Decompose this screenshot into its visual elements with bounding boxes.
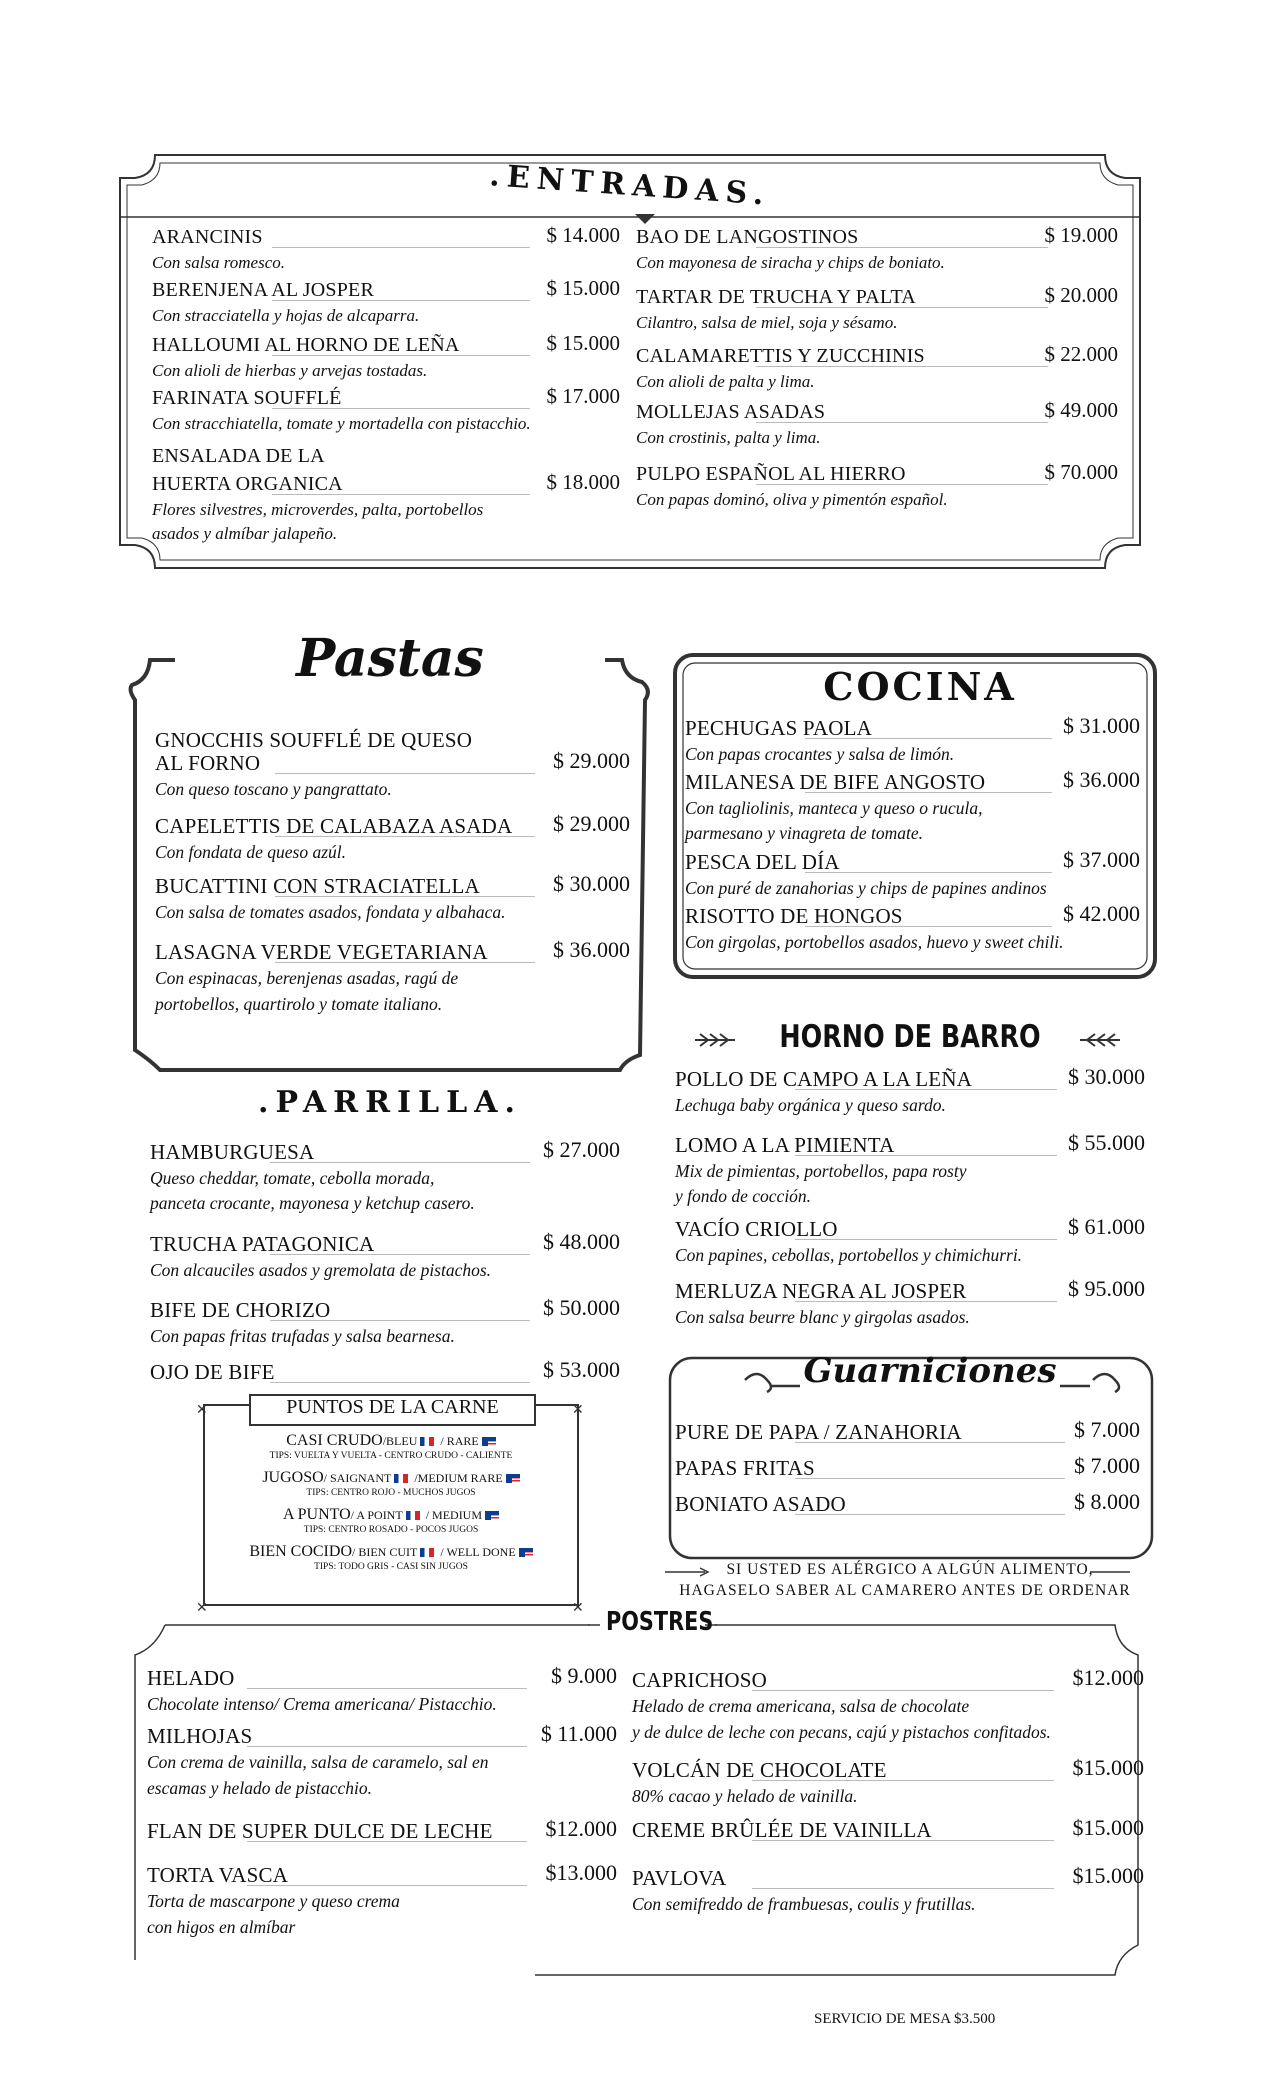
usa-flag-icon	[506, 1474, 520, 1483]
menu-item-name: TORTA VASCA	[147, 1863, 289, 1887]
doneness-row	[210, 1506, 572, 1535]
menu-item-name: GNOCCHIS SOUFFLÉ DE QUESO	[155, 728, 473, 752]
leader-line	[795, 1514, 1065, 1515]
doneness-english: / WELL DONE	[437, 1545, 516, 1559]
menu-item-name: BAO DE LANGOSTINOS	[636, 226, 859, 248]
menu-item-price: $ 70.000	[1044, 460, 1118, 484]
menu-item-description: Con fondata de queso azúl.	[155, 842, 347, 862]
horno-title: HORNO DE BARRO	[779, 1019, 1041, 1055]
menu-item-name: CAPRICHOSO	[632, 1668, 768, 1692]
leader-line	[247, 1688, 527, 1689]
allergy-notice-line1: SI USTED ES ALÉRGICO A ALGÚN ALIMENTO,	[726, 1561, 1094, 1578]
doneness-french: / SAIGNANT	[323, 1471, 392, 1485]
menu-item-name: TRUCHA PATAGONICA	[150, 1232, 375, 1256]
menu-item-description: Con salsa romesco.	[152, 253, 286, 272]
menu-item-price: $ 8.000	[1074, 1489, 1140, 1514]
menu-item-price: $ 15.000	[546, 331, 620, 355]
menu-item-description: Con stracchiatella, tomate y mortadella con pistacchio.	[152, 414, 531, 433]
doneness-row	[210, 1543, 572, 1572]
menu-item-name: RISOTTO DE HONGOS	[685, 904, 903, 928]
entradas-title: .ENTRADAS.	[488, 158, 772, 213]
menu-item-description: Con papas dominó, oliva y pimentón español.	[636, 490, 948, 509]
postres-title: POSTRES	[606, 1607, 714, 1637]
menu-item-description: Helado de crema americana, salsa de chocolate	[632, 1696, 970, 1716]
leader-line	[752, 1690, 1054, 1691]
menu-item-name: MILANESA DE BIFE ANGOSTO	[685, 770, 986, 794]
leader-line	[275, 773, 535, 774]
menu-item-description: Mix de pimientas, portobellos, papa rosty	[675, 1161, 967, 1181]
doneness-french: /BLEU	[382, 1434, 418, 1448]
france-flag-icon	[394, 1474, 408, 1483]
svg-text:✕: ✕	[196, 1403, 208, 1418]
menu-item-name: PAVLOVA	[632, 1866, 727, 1890]
menu-item-name: CALAMARETTIS Y ZUCCHINIS	[636, 345, 925, 367]
menu-item-name: PAPAS FRITAS	[675, 1456, 815, 1480]
menu-item-price: $ 36.000	[553, 937, 630, 962]
doneness-row	[210, 1432, 572, 1461]
menu-item-name: VACÍO CRIOLLO	[675, 1217, 838, 1241]
menu-item-description: Lechuga baby orgánica y queso sardo.	[675, 1095, 946, 1115]
doneness-french: / BIEN CUIT	[352, 1545, 418, 1559]
menu-item-name: CAPELETTIS DE CALABAZA ASADA	[155, 814, 513, 838]
menu-item-description: Con mayonesa de siracha y chips de boniato.	[636, 253, 945, 272]
menu-item-description: Con salsa de tomates asados, fondata y albahaca.	[155, 902, 506, 922]
menu-item-description: escamas y helado de pistacchio.	[147, 1778, 373, 1798]
menu-item-price: $ 30.000	[553, 871, 630, 896]
doneness-english: / MEDIUM	[422, 1508, 483, 1522]
leader-line	[270, 1254, 530, 1255]
menu-item-description: 80% cacao y helado de vainilla.	[632, 1786, 858, 1806]
menu-item-description: Con papines, cebollas, portobellos y chimichurri.	[675, 1245, 1023, 1265]
menu-item-price: $ 53.000	[543, 1357, 620, 1382]
usa-flag-icon	[485, 1511, 499, 1520]
menu-item-name: CREME BRÛLÉE DE VAINILLA	[632, 1818, 932, 1842]
leader-line	[756, 484, 1048, 485]
leader-line	[272, 247, 530, 248]
leader-line	[795, 1301, 1057, 1302]
menu-item-description: Con queso toscano y pangrattato.	[155, 779, 392, 799]
menu-item-name: PURE DE PAPA / ZANAHORIA	[675, 1420, 962, 1444]
leader-line	[247, 1841, 527, 1842]
menu-item-name: OJO DE BIFE	[150, 1360, 275, 1384]
doneness-tip: TIPS: TODO GRIS - CASI SIN JUGOS	[314, 1562, 468, 1572]
doneness-line	[210, 1469, 572, 1487]
doneness-name: A PUNTO	[282, 1506, 351, 1523]
doneness-name: JUGOSO	[262, 1469, 324, 1486]
menu-item-description: Con puré de zanahorias y chips de papines andinos	[685, 878, 1047, 898]
doneness-line	[210, 1543, 572, 1561]
menu-item-description: Con tagliolinis, manteca y queso o rucula,	[685, 798, 983, 818]
menu-item-description: Cilantro, salsa de miel, soja y sésamo.	[636, 313, 898, 332]
doneness-line	[210, 1432, 572, 1450]
menu-item-name: BONIATO ASADO	[675, 1492, 846, 1516]
leader-line	[795, 1239, 1057, 1240]
menu-item-name: FLAN DE SUPER DULCE DE LECHE	[147, 1819, 493, 1843]
menu-item-description: Queso cheddar, tomate, cebolla morada,	[150, 1168, 435, 1188]
leader-line	[272, 408, 530, 409]
menu-item-description: asados y almíbar jalapeño.	[152, 524, 338, 543]
doneness-tip: TIPS: VUELTA Y VUELTA - CENTRO CRUDO - CALIENTE	[269, 1451, 513, 1461]
parrilla-title: .PARRILLA.	[258, 1085, 522, 1120]
menu-item-price: $15.000	[1072, 1755, 1144, 1780]
menu-item-price: $ 55.000	[1068, 1130, 1145, 1155]
leader-line	[756, 366, 1048, 367]
leader-line	[272, 300, 530, 301]
france-flag-icon	[420, 1437, 434, 1446]
menu-item-price: $ 9.000	[551, 1663, 617, 1688]
menu-item-price: $15.000	[1072, 1863, 1144, 1888]
menu-item-name: POLLO DE CAMPO A LA LEÑA	[675, 1067, 973, 1091]
menu-item-description: y fondo de cocción.	[675, 1186, 812, 1206]
menu-item-name: LOMO A LA PIMIENTA	[675, 1133, 895, 1157]
menu-item-price: $ 7.000	[1074, 1417, 1140, 1442]
doneness-english: /MEDIUM RARE	[411, 1471, 503, 1485]
menu-item-description: portobellos, quartirolo y tomate italiano.	[155, 994, 443, 1014]
menu-item-price: $ 11.000	[540, 1721, 617, 1746]
usa-flag-icon	[519, 1548, 533, 1557]
leader-line	[270, 1382, 530, 1383]
doneness-tip: TIPS: CENTRO ROJO - MUCHOS JUGOS	[306, 1488, 476, 1498]
menu-item-price: $ 20.000	[1044, 283, 1118, 307]
leader-line	[805, 792, 1052, 793]
doneness-tip: TIPS: CENTRO ROSADO - POCOS JUGOS	[303, 1525, 479, 1535]
menu-item-description: Con girgolas, portobellos asados, huevo y sweet chili.	[685, 932, 1064, 952]
leader-line	[805, 872, 1052, 873]
leader-line	[795, 1478, 1065, 1479]
menu-item-description: con higos en almíbar	[147, 1917, 296, 1937]
leader-line	[756, 247, 1048, 248]
menu-item-description: Con papas fritas trufadas y salsa bearnesa.	[150, 1326, 455, 1346]
menu-item-description: Con alcauciles asados y gremolata de pistachos.	[150, 1260, 492, 1280]
menu-item-description: Chocolate intenso/ Crema americana/ Pistacchio.	[147, 1694, 497, 1714]
doneness-name: BIEN COCIDO	[249, 1543, 352, 1560]
svg-text:✕: ✕	[572, 1601, 584, 1616]
menu-item-price: $12.000	[545, 1816, 617, 1841]
leader-line	[275, 836, 535, 837]
menu-item-name: PECHUGAS PAOLA	[685, 716, 872, 740]
leader-line	[795, 1155, 1057, 1156]
menu-item-price: $ 49.000	[1044, 398, 1118, 422]
menu-item-price: $13.000	[545, 1860, 617, 1885]
menu-item-price: $ 30.000	[1068, 1064, 1145, 1089]
guarniciones-title: Guarniciones	[803, 1351, 1057, 1391]
menu-item-price: $ 36.000	[1063, 767, 1140, 792]
menu-item-description: Con espinacas, berenjenas asadas, ragú de	[155, 968, 459, 988]
service-charge: SERVICIO DE MESA $3.500	[814, 2011, 996, 2027]
leader-line	[752, 1888, 1054, 1889]
menu-item-price: $ 50.000	[543, 1295, 620, 1320]
menu-item-name: ARANCINIS	[152, 226, 263, 248]
menu-item-name-line2: AL FORNO	[155, 751, 261, 775]
leader-line	[805, 738, 1052, 739]
menu-item-price: $ 22.000	[1044, 342, 1118, 366]
doneness-french: / A POINT	[350, 1508, 403, 1522]
menu-item-price: $ 14.000	[546, 223, 620, 247]
menu-item-price: $ 19.000	[1044, 223, 1118, 247]
menu-item-description: Con crostinis, palta y lima.	[636, 428, 821, 447]
leader-line	[275, 962, 535, 963]
leader-line	[247, 1746, 527, 1747]
menu-item-description: Con crema de vainilla, salsa de caramelo, sal en	[147, 1752, 489, 1772]
puntos-title: PUNTOS DE LA CARNE	[286, 1396, 499, 1418]
menu-item-price: $ 27.000	[543, 1137, 620, 1162]
menu-item-description: Torta de mascarpone y queso crema	[147, 1891, 400, 1911]
menu-item-price: $ 29.000	[553, 811, 630, 836]
menu-item-name: MOLLEJAS ASADAS	[636, 401, 826, 423]
leader-line	[247, 1885, 527, 1886]
menu-item-price: $ 17.000	[546, 384, 620, 408]
menu-item-description: y de dulce de leche con pecans, cajú y pistachos confitados.	[632, 1722, 1051, 1742]
menu-item-name: VOLCÁN DE CHOCOLATE	[632, 1758, 887, 1782]
menu-item-name: HALLOUMI AL HORNO DE LEÑA	[152, 334, 460, 356]
doneness-name: CASI CRUDO	[286, 1432, 383, 1449]
menu-item-price: $12.000	[1072, 1665, 1144, 1690]
menu-item-name: MERLUZA NEGRA AL JOSPER	[675, 1279, 967, 1303]
leader-line	[756, 307, 1048, 308]
pastas-title: Pastas	[296, 628, 484, 689]
menu-item-name: HELADO	[147, 1666, 235, 1690]
menu-item-description: panceta crocante, mayonesa y ketchup casero.	[150, 1193, 475, 1213]
menu-item-price: $ 15.000	[546, 276, 620, 300]
doneness-english: / RARE	[437, 1434, 479, 1448]
menu-item-name: ENSALADA DE LA	[152, 445, 325, 467]
menu-item-name: LASAGNA VERDE VEGETARIANA	[155, 940, 488, 964]
france-flag-icon	[406, 1511, 420, 1520]
cocina-title: COCINA	[823, 664, 1017, 709]
menu-item-price: $ 37.000	[1063, 847, 1140, 872]
menu-item-name: PULPO ESPAÑOL AL HIERRO	[636, 463, 906, 485]
menu-item-name-line2: HUERTA ORGANICA	[152, 473, 343, 495]
leader-line	[270, 1162, 530, 1163]
leader-line	[752, 1780, 1054, 1781]
menu-item-price: $ 31.000	[1063, 713, 1140, 738]
menu-item-price: $ 7.000	[1074, 1453, 1140, 1478]
menu-item-description: Con alioli de hierbas y arvejas tostadas.	[152, 361, 428, 380]
menu-item-price: $ 18.000	[546, 470, 620, 494]
menu-item-description: Con salsa beurre blanc y girgolas asados.	[675, 1307, 970, 1327]
leader-line	[756, 422, 1048, 423]
menu-item-name: BUCATTINI CON STRACIATELLA	[155, 874, 480, 898]
menu-item-price: $15.000	[1072, 1815, 1144, 1840]
menu-item-name: BERENJENA AL JOSPER	[152, 279, 374, 301]
leader-line	[752, 1840, 1054, 1841]
leader-line	[275, 896, 535, 897]
france-flag-icon	[420, 1548, 434, 1557]
menu-item-name: PESCA DEL DÍA	[685, 850, 840, 874]
leader-line	[272, 494, 530, 495]
menu-item-name: HAMBURGUESA	[150, 1140, 315, 1164]
doneness-row	[210, 1469, 572, 1498]
leader-line	[272, 355, 530, 356]
menu-item-name: MILHOJAS	[147, 1724, 253, 1748]
menu-item-name: TARTAR DE TRUCHA Y PALTA	[636, 286, 916, 308]
menu-item-price: $ 95.000	[1068, 1276, 1145, 1301]
svg-text:✕: ✕	[196, 1601, 208, 1616]
menu-item-description: Con semifreddo de frambuesas, coulis y frutillas.	[632, 1894, 976, 1914]
leader-line	[270, 1320, 530, 1321]
menu-item-description: parmesano y vinagreta de tomate.	[685, 823, 923, 843]
menu-item-description: Con stracciatella y hojas de alcaparra.	[152, 306, 420, 325]
menu-item-price: $ 42.000	[1063, 901, 1140, 926]
menu-item-name: BIFE DE CHORIZO	[150, 1298, 331, 1322]
menu-item-description: Con papas crocantes y salsa de limón.	[685, 744, 955, 764]
menu-item-price: $ 48.000	[543, 1229, 620, 1254]
menu-item-price: $ 61.000	[1068, 1214, 1145, 1239]
menu-item-description: Flores silvestres, microverdes, palta, portobellos	[152, 500, 484, 519]
svg-text:✕: ✕	[572, 1403, 584, 1418]
leader-line	[795, 1089, 1057, 1090]
menu-item-description: Con alioli de palta y lima.	[636, 372, 815, 391]
doneness-line	[210, 1506, 572, 1524]
menu-item-price: $ 29.000	[553, 748, 630, 773]
allergy-notice-line2: HAGASELO SABER AL CAMARERO ANTES DE ORDENAR	[679, 1582, 1131, 1599]
leader-line	[805, 926, 1052, 927]
usa-flag-icon	[482, 1437, 496, 1446]
leader-line	[795, 1442, 1065, 1443]
menu-item-name: FARINATA SOUFFLÉ	[152, 387, 342, 409]
